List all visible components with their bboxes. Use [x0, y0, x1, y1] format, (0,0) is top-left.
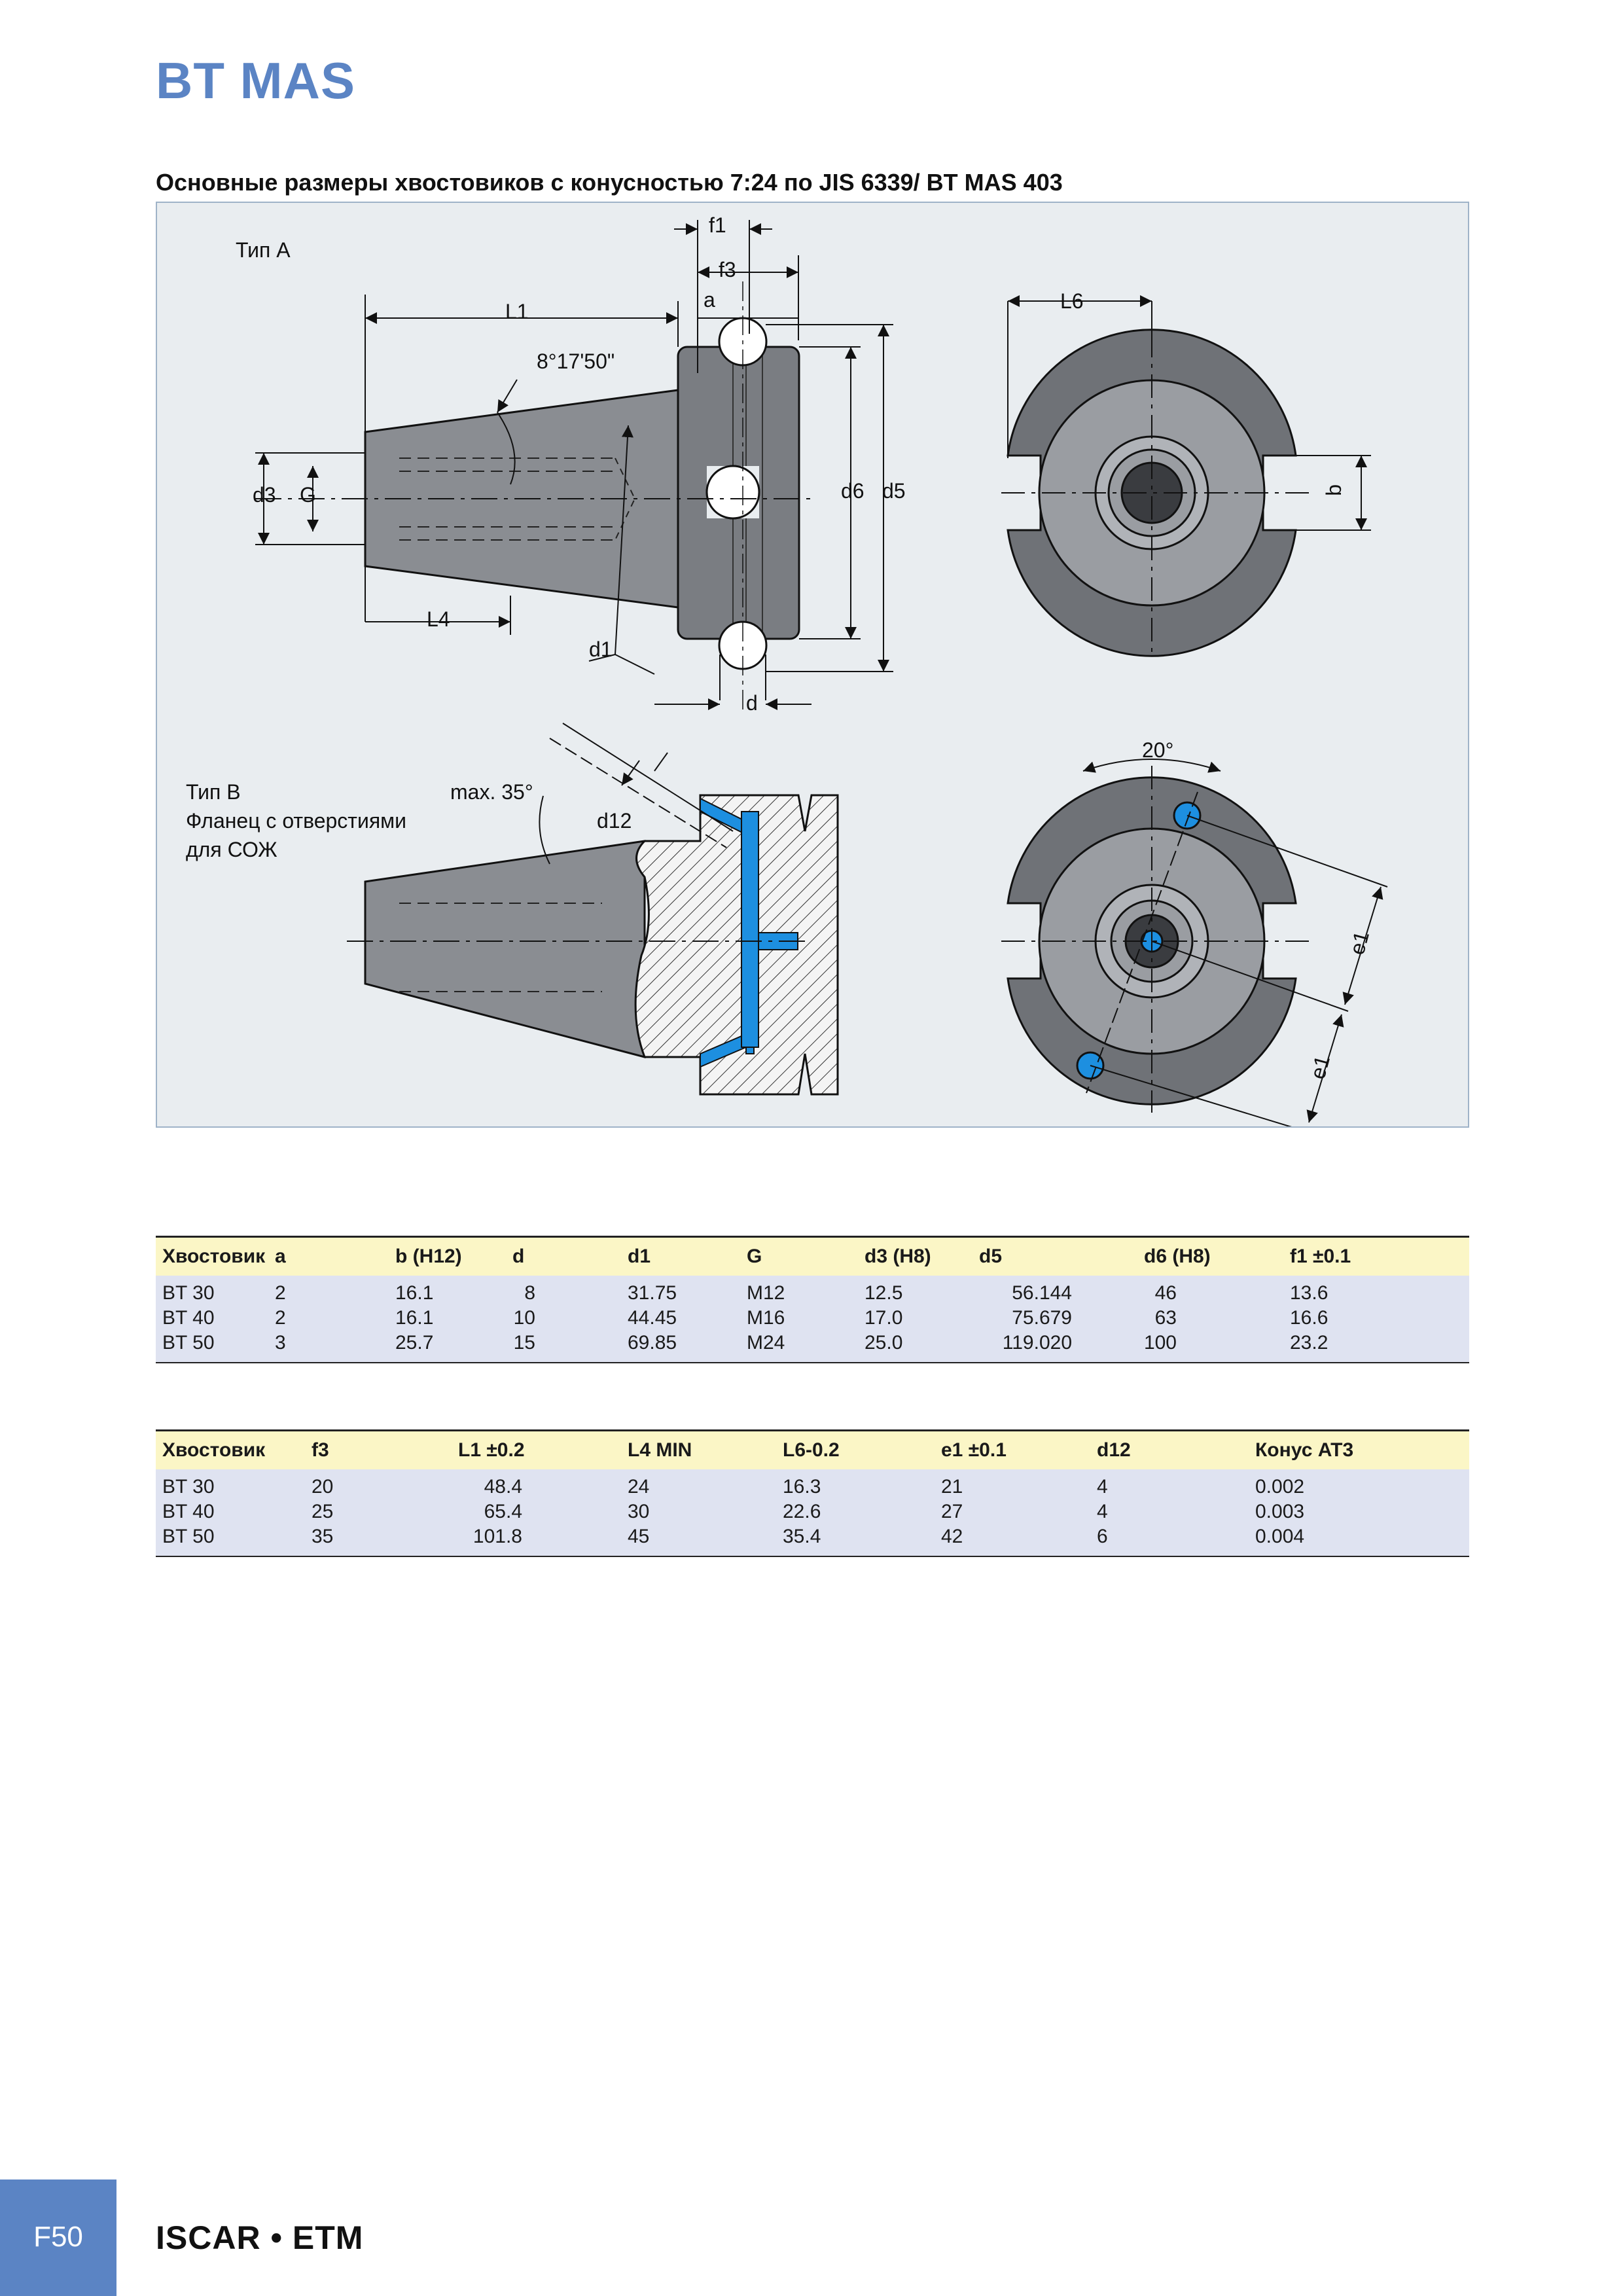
table-header-cell: d6 (H8)	[1144, 1246, 1211, 1267]
label-type-b: Тип B	[186, 780, 241, 804]
table-cell: 0.002	[1255, 1476, 1305, 1498]
table-cell: 69.85	[628, 1332, 677, 1354]
section-subtitle: Основные размеры хвостовиков с конусностью 7:24 по JIS 6339/ BT MAS 403	[156, 169, 1063, 196]
table-cell: 24	[628, 1476, 650, 1498]
dim-l4: L4	[427, 607, 450, 631]
table-header-cell: L6-0.2	[783, 1439, 840, 1461]
table-cell: 16.1	[395, 1282, 434, 1304]
table-cell: 22.6	[783, 1501, 821, 1522]
coolant-channel-vertical	[741, 812, 758, 1047]
dimensions-table-2	[156, 1429, 1469, 1557]
label-type-b-coolant: для СОЖ	[186, 838, 277, 861]
dim-d12: d12	[597, 809, 632, 833]
table-cell: 20	[312, 1476, 334, 1498]
table-header-cell: b (H12)	[395, 1246, 462, 1267]
table-cell: 27	[941, 1501, 963, 1522]
table-cell: 6	[1097, 1526, 1108, 1547]
table-cell: 48.4	[484, 1476, 522, 1498]
dim-d6: d6	[841, 479, 865, 503]
table-header-cell: Конус AT3	[1255, 1439, 1354, 1461]
table-1-header	[156, 1236, 1469, 1276]
table-cell: 31.75	[628, 1282, 677, 1304]
table-cell: 2	[275, 1307, 286, 1329]
table-cell: 119.020	[1002, 1332, 1072, 1354]
dim-b: b	[1322, 484, 1346, 496]
dim-f3: f3	[719, 258, 736, 281]
table-cell: 4	[1097, 1501, 1108, 1522]
table-cell: 3	[275, 1332, 286, 1354]
dim-d: d	[746, 691, 758, 715]
technical-drawing-panel	[156, 202, 1469, 1128]
table-cell: 16.1	[395, 1307, 434, 1329]
table-cell: 0.003	[1255, 1501, 1305, 1522]
table-cell: M16	[747, 1307, 785, 1329]
table-cell: 15	[513, 1332, 535, 1354]
dim-e1-upper: e1	[1345, 928, 1374, 958]
table-cell: 4	[1097, 1476, 1108, 1498]
table-cell: 16.6	[1290, 1307, 1329, 1329]
table-cell: 25	[312, 1501, 334, 1522]
table-cell: 23.2	[1290, 1332, 1329, 1354]
table-cell: 45	[628, 1526, 650, 1547]
label-type-b-flange: Фланец с отверстиями	[186, 809, 407, 833]
dim-d1: d1	[589, 637, 613, 661]
table-header-cell: d12	[1097, 1439, 1131, 1461]
dim-d3: d3	[253, 483, 276, 507]
table-cell: BT 40	[162, 1307, 215, 1329]
table-1-body	[156, 1276, 1469, 1363]
table-cell: BT 50	[162, 1526, 215, 1547]
table-cell: 17.0	[865, 1307, 903, 1329]
table-header-cell: d	[512, 1246, 525, 1267]
table-header-cell: Хвостовик	[162, 1439, 266, 1461]
table-cell: 25.0	[865, 1332, 903, 1354]
table-cell: 2	[275, 1282, 286, 1304]
table-2-header	[156, 1429, 1469, 1469]
table-cell: BT 30	[162, 1282, 215, 1304]
table-header-cell: d5	[979, 1246, 1003, 1267]
table-cell: 10	[513, 1307, 535, 1329]
table-header-cell: Хвостовик	[162, 1246, 266, 1267]
page-title: BT MAS	[156, 52, 355, 109]
table-header-cell: e1 ±0.1	[941, 1439, 1007, 1461]
table-cell: BT 30	[162, 1476, 215, 1498]
table-header-cell: G	[747, 1246, 762, 1267]
table-2-body	[156, 1469, 1469, 1557]
table-header-cell: d3 (H8)	[865, 1246, 931, 1267]
table-cell: 13.6	[1290, 1282, 1329, 1304]
technical-drawing-svg	[157, 203, 1468, 1126]
dim-l6: L6	[1060, 289, 1084, 313]
brand-logo-text: ISCAR • ETM	[156, 2219, 364, 2256]
table-cell: 25.7	[395, 1332, 434, 1354]
dim-g: G	[300, 483, 316, 507]
table-cell: 35	[312, 1526, 334, 1547]
type-b-side-view	[365, 795, 838, 1094]
table-cell: 8	[524, 1282, 535, 1304]
table-header-cell: d1	[628, 1246, 651, 1267]
table-cell: 56.144	[1012, 1282, 1072, 1304]
page-number: F50	[33, 2221, 83, 2253]
table-cell: 101.8	[473, 1526, 522, 1547]
table-cell: 21	[941, 1476, 963, 1498]
table-cell: 12.5	[865, 1282, 903, 1304]
table-header-cell: L4 MIN	[628, 1439, 692, 1461]
dim-e1-lower: e1	[1306, 1052, 1335, 1082]
dim-d5: d5	[882, 479, 906, 503]
table-cell: 65.4	[484, 1501, 522, 1522]
table-cell: 0.004	[1255, 1526, 1305, 1547]
table-cell: 46	[1154, 1282, 1177, 1304]
table-header-cell: L1 ±0.2	[458, 1439, 525, 1461]
dim-f1: f1	[709, 213, 726, 237]
dim-angle: 8°17'50"	[537, 350, 615, 373]
table-cell: 42	[941, 1526, 963, 1547]
table-cell: M12	[747, 1282, 785, 1304]
table-cell: 16.3	[783, 1476, 821, 1498]
table-header-cell: f1 ±0.1	[1290, 1246, 1351, 1267]
taper-cone-b	[365, 841, 645, 1057]
dimensions-table-1	[156, 1236, 1469, 1363]
table-cell: 30	[628, 1501, 650, 1522]
table-cell: 75.679	[1012, 1307, 1072, 1329]
table-header-cell: f3	[312, 1439, 329, 1461]
table-cell: BT 40	[162, 1501, 215, 1522]
table-cell: 100	[1143, 1332, 1177, 1354]
table-cell: 35.4	[783, 1526, 821, 1547]
table-cell: 63	[1154, 1307, 1177, 1329]
dim-a: a	[704, 288, 715, 312]
dim-l1: L1	[505, 300, 529, 323]
table-cell: M24	[747, 1332, 785, 1354]
dim-max35: max. 35°	[450, 780, 533, 804]
table-header-cell: a	[275, 1246, 286, 1267]
label-type-a: Тип A	[236, 238, 291, 262]
dim-angle20: 20°	[1142, 738, 1174, 762]
table-cell: 44.45	[628, 1307, 677, 1329]
table-cell: BT 50	[162, 1332, 215, 1354]
